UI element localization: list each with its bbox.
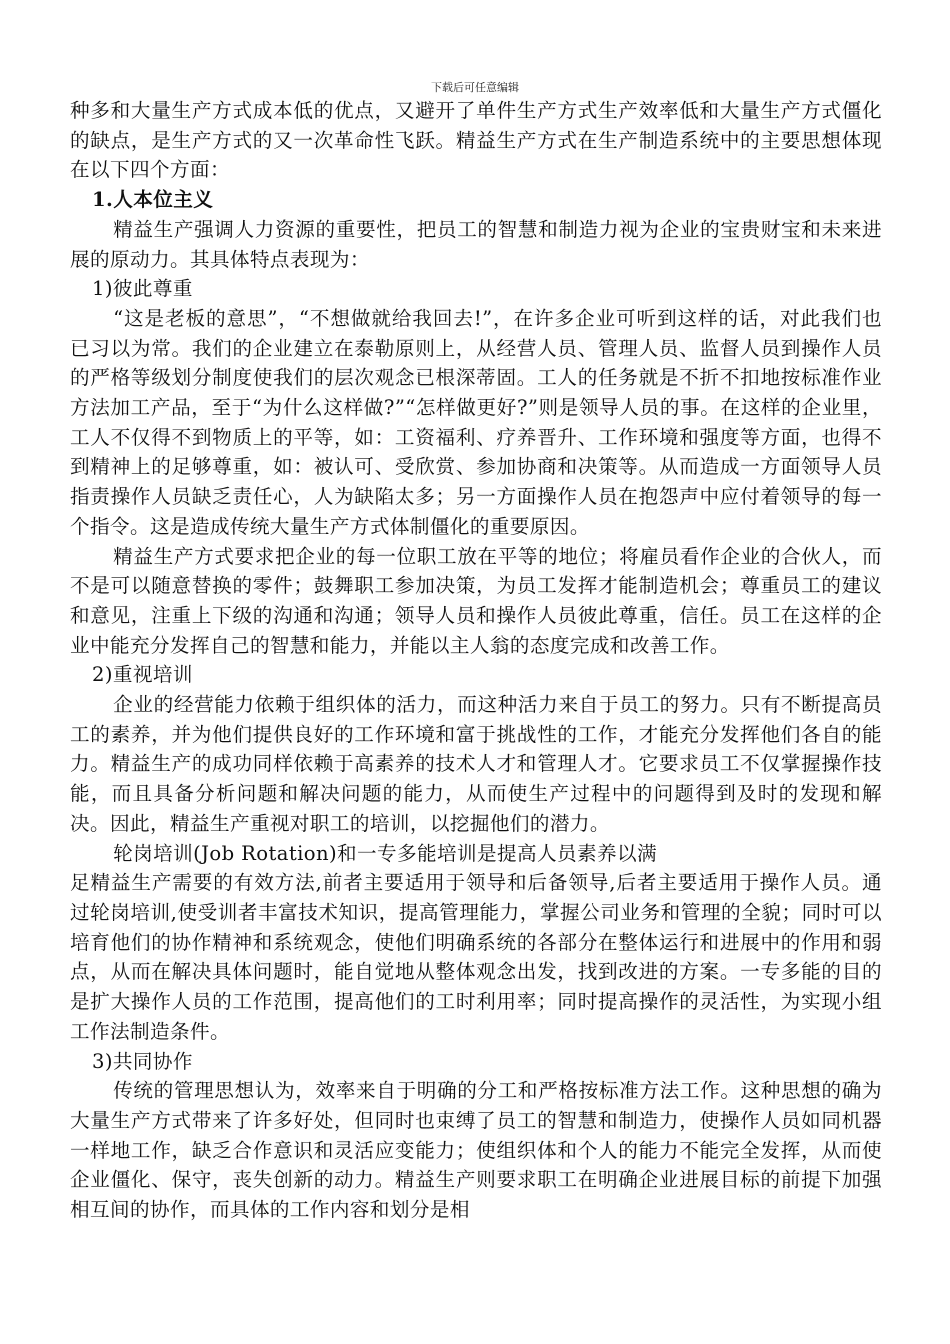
paragraph-job-rotation-continued: 足精益生产需要的有效方法,前者主要适用于领导和后备领导,后者主要适用于操作人员。通过轮岗培训,使受训者丰富技术知识，提高管理能力，掌握公司业务和管理的全貌；同时可以培育他们的协作精神和系统观念，使他们明确系统的各部分在整体运行和进展中的作用和弱点，从而在解决具体问题时，能自觉地从整体观念出发，找到改进的方案。一专多能的目的是扩大操作人员的工作范围，提高他们的工时利用率；同时提高操作的灵活性，为实现小组工作法制造条件。 [70, 871, 882, 1043]
paragraph-equal-status: 精益生产方式要求把企业的每一位职工放在平等的地位；将雇员看作企业的合伙人，而不是可以随意替换的零件；鼓舞职工参加决策，为员工发挥才能制造机会；尊重员工的建议和意见，注重上下级的沟通和沟通；领导人员和操作人员彼此尊重，信任。员工在这样的企业中能充分发挥自己的智慧和能力，并能以主人翁的态度完成和改善工作。 [70, 544, 882, 657]
paragraph-job-rotation-start: 轮岗培训(Job Rotation)和一专多能培训是提高人员素养以满 [113, 841, 657, 865]
subheading-training: 2)重视培训 [92, 663, 193, 687]
paragraph-intro-continued: 种多和大量生产方式成本低的优点，又避开了单件生产方式生产效率低和大量生产方式僵化的缺点，是生产方式的又一次革命性飞跃。精益生产方式在生产制造系统中的主要思想体现在以下四个方面： [70, 99, 882, 182]
subheading-mutual-respect: 1)彼此尊重 [92, 277, 193, 301]
page-header-note: 下载后可任意编辑 [431, 81, 519, 94]
subheading-cooperation: 3)共同协作 [92, 1049, 193, 1073]
section-heading-people-centered: 1.人本位主义 [92, 188, 214, 212]
paragraph-traditional-management: 传统的管理思想认为，效率来自于明确的分工和严格按标准方法工作。这种思想的确为大量生产方式带来了许多好处，但同时也束缚了员工的智慧和制造力，使操作人员如同机器一样地工作，缺乏合作意识和灵活应变能力；使组织体和个人的能力不能完全发挥，从而使企业僵化、保守，丧失创新的动力。精益生产则要求职工在明确企业进展目标的前提下加强相互间的协作，而具体的工作内容和划分是相 [70, 1079, 882, 1222]
paragraph-taylor-hierarchy: “这是老板的意思”，“不想做就给我回去!”，在许多企业可听到这样的话，对此我们也已习以为常。我们的企业建立在泰勒原则上，从经营人员、管理人员、监督人员到操作人员的严格等级划分制度使我们的层次观念已根深蒂固。工人的任务就是不折不扣地按标准作业方法加工产品，至于“为什么这样做?”“怎样做更好?”则是领导人员的事。在这样的企业里，工人不仅得不到物质上的平等，如：工资福利、疗养晋升、工作环境和强度等方面，也得不到精神上的足够尊重，如：被认可、受欣赏、参加协商和决策等。从而造成一方面领导人员指责操作人员缺乏责任心，人为缺陷太多；另一方面操作人员在抱怨声中应付着领导的每一个指令。这是造成传统大量生产方式体制僵化的重要原因。 [70, 306, 882, 538]
paragraph-employee-vitality: 企业的经营能力依赖于组织体的活力，而这种活力来自于员工的努力。只有不断提高员工的素养，并为他们提供良好的工作环境和富于挑战性的工作，才能充分发挥他们各自的能力。精益生产的成功同样依赖于高素养的技术人才和管理人才。它要求员工不仅掌握操作技能，而且具备分析问题和解决问题的能力，从而使生产过程中的问题得到及时的发现和解决。因此，精益生产重视对职工的培训，以挖掘他们的潜力。 [70, 693, 882, 835]
document-body [70, 96, 882, 1225]
paragraph-human-resources: 精益生产强调人力资源的重要性，把员工的智慧和制造力视为企业的宝贵财宝和未来进展的原动力。其具体特点表现为： [70, 217, 882, 271]
